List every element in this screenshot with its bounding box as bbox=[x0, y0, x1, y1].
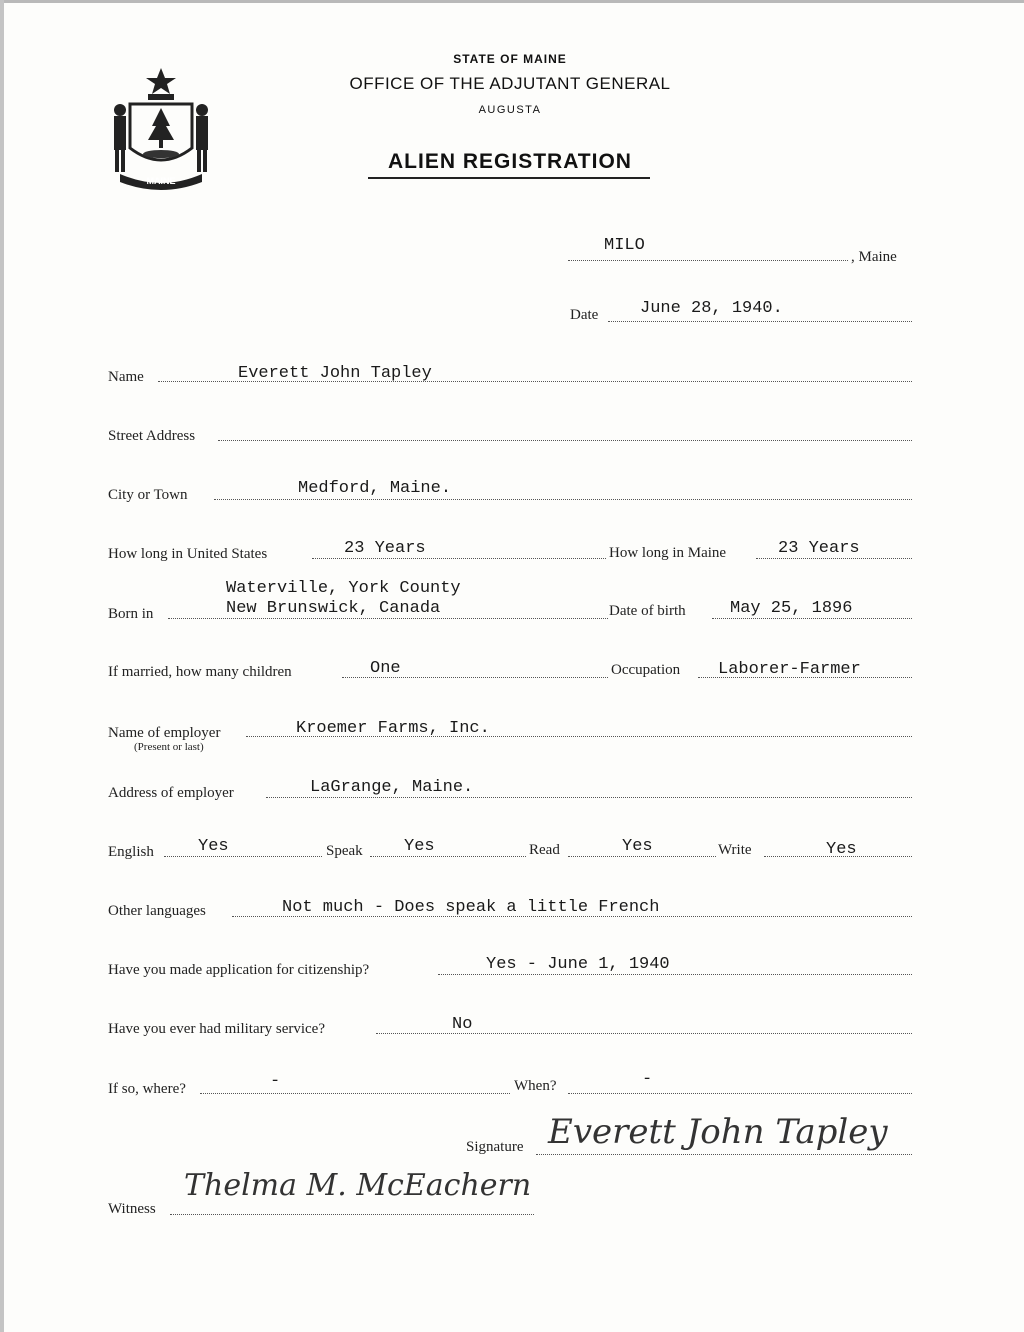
how-long-maine-label: How long in Maine bbox=[609, 545, 727, 561]
read-line bbox=[568, 856, 716, 857]
header-city: AUGUSTA bbox=[478, 104, 542, 116]
seal-text: MAINE bbox=[146, 176, 176, 186]
header-state: STATE OF MAINE bbox=[453, 52, 567, 66]
other-languages-value[interactable]: Not much - Does speak a little French bbox=[282, 898, 660, 917]
born-in-line bbox=[168, 618, 608, 619]
date-line bbox=[608, 321, 912, 322]
title-underline bbox=[368, 177, 650, 179]
date-value[interactable]: June 28, 1940. bbox=[640, 299, 783, 318]
where-label: If so, where? bbox=[108, 1081, 186, 1097]
signature-label: Signature bbox=[466, 1139, 524, 1155]
witness-line bbox=[170, 1214, 534, 1215]
employer-label: Name of employer bbox=[108, 725, 221, 741]
scan-edge-top bbox=[0, 0, 1024, 3]
citizenship-label: Have you made application for citizenship? bbox=[108, 962, 370, 978]
where-line bbox=[200, 1093, 510, 1094]
english-label: English bbox=[108, 844, 154, 860]
speak-value[interactable]: Yes bbox=[404, 837, 435, 856]
children-value[interactable]: One bbox=[370, 659, 401, 678]
scan-edge-left bbox=[0, 0, 4, 1332]
name-value[interactable]: Everett John Tapley bbox=[238, 364, 432, 383]
born-in-value-line2[interactable]: New Brunswick, Canada bbox=[226, 599, 441, 618]
write-value[interactable]: Yes bbox=[826, 840, 857, 859]
date-of-birth-value[interactable]: May 25, 1896 bbox=[730, 599, 853, 618]
read-value[interactable]: Yes bbox=[622, 837, 653, 856]
speak-label: Speak bbox=[326, 843, 363, 859]
signature-line bbox=[536, 1154, 912, 1155]
english-value[interactable]: Yes bbox=[198, 837, 229, 856]
city-value[interactable]: Medford, Maine. bbox=[298, 479, 452, 498]
date-of-birth-line bbox=[712, 618, 912, 619]
citizenship-line bbox=[438, 974, 912, 975]
other-languages-label: Other languages bbox=[108, 903, 206, 919]
date-label: Date bbox=[570, 307, 599, 323]
city-label: City or Town bbox=[108, 487, 188, 503]
employer-value[interactable]: Kroemer Farms, Inc. bbox=[296, 719, 490, 738]
employer-address-line bbox=[266, 797, 912, 798]
how-long-us-line bbox=[312, 558, 606, 559]
date-of-birth-label: Date of birth bbox=[609, 603, 686, 619]
read-label: Read bbox=[529, 842, 560, 858]
place-value[interactable]: MILO bbox=[604, 236, 645, 255]
state-of-maine-seal-icon bbox=[108, 66, 214, 192]
place-suffix: , Maine bbox=[851, 249, 897, 265]
military-label: Have you ever had military service? bbox=[108, 1021, 325, 1037]
english-line bbox=[164, 856, 322, 857]
form-title: ALIEN REGISTRATION bbox=[388, 150, 632, 173]
born-in-value-line1[interactable]: Waterville, York County bbox=[226, 579, 461, 598]
witness-value: Thelma M. McEachern bbox=[184, 1168, 532, 1203]
how-long-maine-line bbox=[756, 558, 912, 559]
street-address-label: Street Address bbox=[108, 428, 196, 444]
write-label: Write bbox=[718, 842, 752, 858]
header-office: OFFICE OF THE ADJUTANT GENERAL bbox=[349, 74, 671, 93]
military-value[interactable]: No bbox=[452, 1015, 473, 1034]
employer-address-label: Address of employer bbox=[108, 785, 234, 801]
signature-value: Everett John Tapley bbox=[548, 1112, 888, 1152]
employer-address-value[interactable]: LaGrange, Maine. bbox=[310, 778, 474, 797]
witness-label: Witness bbox=[108, 1201, 156, 1217]
city-line bbox=[214, 499, 912, 500]
children-label: If married, how many children bbox=[108, 664, 292, 680]
citizenship-value[interactable]: Yes - June 1, 1940 bbox=[486, 955, 670, 974]
when-line bbox=[568, 1093, 912, 1094]
occupation-label: Occupation bbox=[611, 662, 681, 678]
where-value[interactable]: - bbox=[270, 1072, 281, 1091]
how-long-us-label: How long in United States bbox=[108, 546, 268, 562]
name-label: Name bbox=[108, 369, 144, 385]
when-value[interactable]: - bbox=[642, 1070, 653, 1089]
place-line bbox=[568, 260, 848, 261]
street-address-line bbox=[218, 440, 912, 441]
born-in-label: Born in bbox=[108, 606, 154, 622]
occupation-value[interactable]: Laborer-Farmer bbox=[718, 660, 861, 679]
how-long-maine-value[interactable]: 23 Years bbox=[778, 539, 860, 558]
how-long-us-value[interactable]: 23 Years bbox=[344, 539, 426, 558]
speak-line bbox=[370, 856, 526, 857]
when-label: When? bbox=[514, 1078, 557, 1094]
employer-sublabel: (Present or last) bbox=[134, 741, 204, 753]
